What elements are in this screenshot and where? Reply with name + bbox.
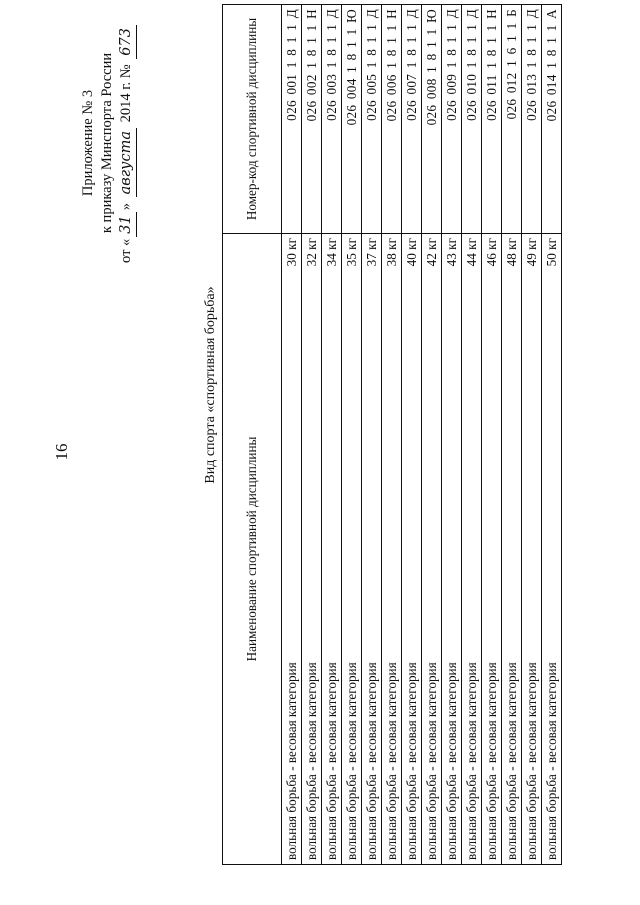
page-number: 16 [52,443,71,461]
date-mid: » [118,202,134,211]
discipline-name: вольная борьба - весовая категория [503,662,519,860]
discipline-code: 026 007 1 8 1 1 Д [402,5,422,234]
discipline-name-cell [542,234,562,865]
discipline-name: вольная борьба - весовая категория [523,662,539,860]
table-row [442,5,462,865]
discipline-code: 026 013 1 8 1 1 Д [522,5,542,234]
handwritten-month: августа [117,128,137,197]
discipline-code: 026 010 1 8 1 1 Д [462,5,482,234]
discipline-code: 026 001 1 8 1 1 Д [282,5,302,234]
weight-category: 42 кг [423,238,439,267]
handwritten-order-number: 673 [117,25,137,59]
weight-category: 35 кг [343,238,359,267]
table-row [522,5,542,865]
discipline-name: вольная борьба - весовая категория [363,662,379,860]
discipline-name-cell [282,234,302,865]
weight-category: 37 кг [363,238,379,267]
discipline-name: вольная борьба - весовая категория [303,662,319,860]
discipline-name: вольная борьба - весовая категория [323,662,339,860]
discipline-name-cell [362,234,382,865]
date-year: 2014 г. № [118,64,134,123]
table-row [362,5,382,865]
table-row [422,5,442,865]
handwritten-day: 31 [117,212,137,236]
table-row [282,5,302,865]
discipline-name: вольная борьба - весовая категория [383,662,399,860]
discipline-name: вольная борьба - весовая категория [483,662,499,860]
table-row [482,5,502,865]
discipline-name: вольная борьба - весовая категория [443,662,459,860]
weight-category: 38 кг [383,238,399,267]
appendix-title: Приложение № 3 [80,89,96,197]
weight-category: 40 кг [403,238,419,267]
discipline-code: 026 003 1 8 1 1 Д [322,5,342,234]
table-row [322,5,342,865]
discipline-name-cell [402,234,422,865]
header-code: Номер-код спортивной дисциплины [223,5,282,234]
discipline-name-cell [482,234,502,865]
weight-category: 30 кг [283,238,299,267]
table-row [542,5,562,865]
weight-category: 49 кг [523,238,539,267]
discipline-name: вольная борьба - весовая категория [543,662,559,860]
discipline-name: вольная борьба - весовая категория [463,662,479,860]
sport-title: Вид спорта «спортивная борьба» [203,286,218,484]
discipline-code: 026 002 1 8 1 1 Н [302,5,322,234]
appendix-date-line [117,3,137,283]
appendix-order-ref: к приказу Минспорта России [99,52,115,234]
discipline-code: 026 012 1 6 1 1 Б [502,5,522,234]
discipline-name-cell [462,234,482,865]
discipline-name: вольная борьба - весовая категория [343,662,359,860]
discipline-code: 026 011 1 8 1 1 Н [482,5,502,234]
weight-category: 46 кг [483,238,499,267]
appendix-header [79,3,137,283]
discipline-name: вольная борьба - весовая категория [423,662,439,860]
table-row [342,5,362,865]
table-row [502,5,522,865]
table-header-row [223,5,282,865]
disciplines-table [222,4,562,865]
discipline-code: 026 006 1 8 1 1 Н [382,5,402,234]
discipline-name-cell [442,234,462,865]
discipline-name: вольная борьба - весовая категория [403,662,419,860]
discipline-code: 026 009 1 8 1 1 Д [442,5,462,234]
weight-category: 48 кг [503,238,519,267]
discipline-name-cell [322,234,342,865]
weight-category: 43 кг [443,238,459,267]
weight-category: 32 кг [303,238,319,267]
date-prefix: от « [118,238,134,263]
weight-category: 44 кг [463,238,479,267]
discipline-code: 026 004 1 8 1 1 Ю [342,5,362,234]
discipline-name-cell [522,234,542,865]
header-name: Наименование спортивной дисциплины [223,234,282,865]
discipline-code: 026 008 1 8 1 1 Ю [422,5,442,234]
discipline-code: 026 014 1 8 1 1 А [542,5,562,234]
discipline-name-cell [422,234,442,865]
discipline-name: вольная борьба - весовая категория [283,662,299,860]
discipline-name-cell [502,234,522,865]
table-row [402,5,422,865]
discipline-name-cell [382,234,402,865]
table-row [382,5,402,865]
discipline-code: 026 005 1 8 1 1 Д [362,5,382,234]
table-row [462,5,482,865]
weight-category: 34 кг [323,238,339,267]
discipline-name-cell [302,234,322,865]
weight-category: 50 кг [543,238,559,267]
table-row [302,5,322,865]
discipline-name-cell [342,234,362,865]
